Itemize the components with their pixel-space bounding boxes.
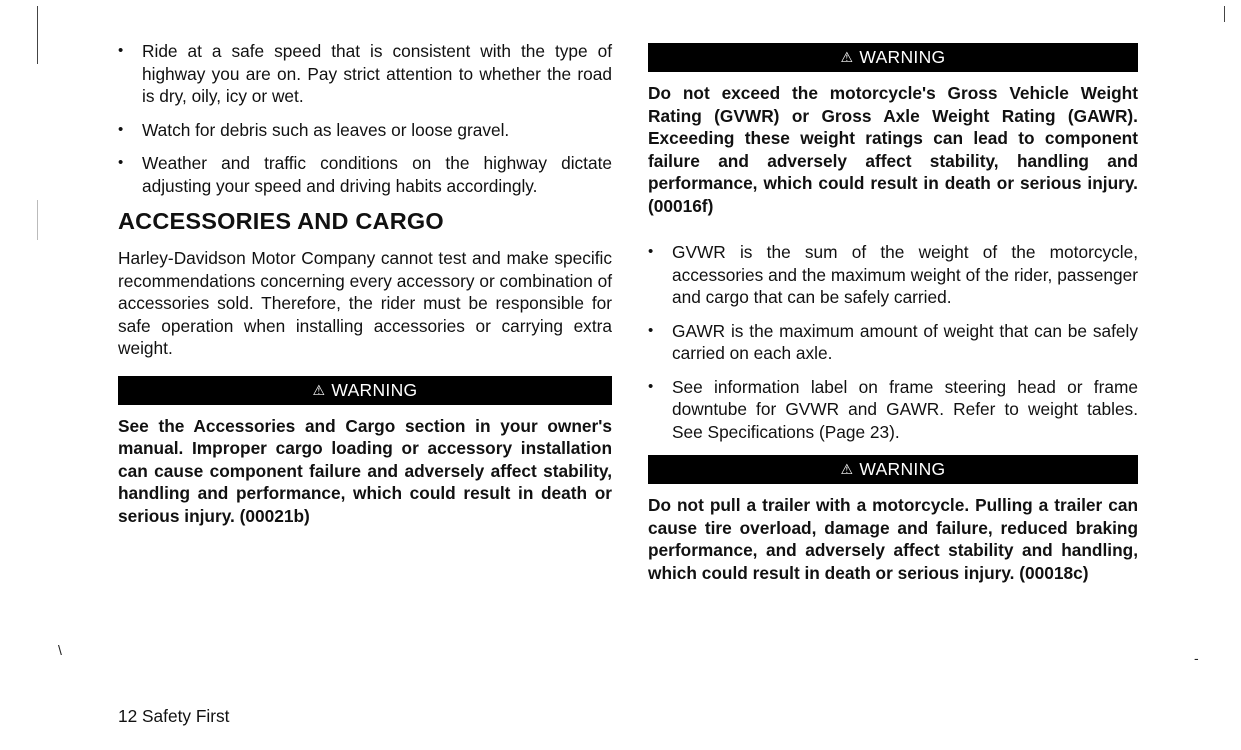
scan-speck: \	[58, 642, 62, 658]
warning-triangle-icon: ⚠	[840, 461, 854, 477]
list-item: • GVWR is the sum of the weight of the motorcycle, accessories and the maximum weight of the rider, passenger and cargo that can be safely carried.	[648, 241, 1138, 309]
right-column	[648, 43, 1138, 584]
list-item: • Watch for debris such as leaves or loose gravel.	[118, 119, 612, 142]
list-item: • Ride at a safe speed that is consistent with the type of highway you are on. Pay strict attention to whether the road is dry, oily, icy or wet.	[118, 40, 612, 108]
warning-text: Do not pull a trailer with a motorcycle. Pulling a trailer can cause tire overload, damage and failure, reduced braking performance, and adversely affect stability and handling, which could result in death or serious injury. (00018c)	[648, 495, 1138, 583]
left-scan-edge	[37, 6, 38, 64]
list-item: • Weather and traffic conditions on the highway dictate adjusting your speed and driving habits accordingly.	[118, 152, 612, 197]
section-title: ACCESSORIES AND CARGO	[118, 208, 444, 234]
warning-label: WARNING	[331, 379, 418, 400]
warning-label: WARNING	[859, 459, 946, 479]
list-item: • GAWR is the maximum amount of weight that can be safely carried on each axle.	[648, 320, 1138, 365]
left-scan-edge-lower	[37, 200, 38, 240]
right-scan-edge	[1224, 6, 1225, 22]
warning-label: WARNING	[859, 47, 946, 67]
list-item: • See information label on frame steering head or frame downtube for GVWR and GAWR. Refer to weight tables. See Specifications (Page 23).	[648, 376, 1138, 444]
warning-banner	[648, 43, 1138, 72]
page-footer: 12 Safety First	[118, 706, 230, 726]
left-bullet-list	[118, 40, 612, 197]
warning-triangle-icon: ⚠	[840, 49, 854, 65]
right-bullet-list	[648, 241, 1138, 443]
accessories-paragraph: Harley-Davidson Motor Company cannot test and make specific recommendations concerning every accessory or combination of accessories sold. Therefore, the rider must be responsible for safe operation when installing accessories or carrying extra weight.	[118, 248, 612, 358]
warning-text: See the Accessories and Cargo section in your owner's manual. Improper cargo loading or accessory installation can cause component failure and adversely affect stability, handling and performance, which could result in death or serious injury. (00021b)	[118, 415, 612, 526]
left-column	[118, 40, 612, 527]
warning-banner	[648, 455, 1138, 484]
warning-triangle-icon: ⚠	[312, 381, 326, 398]
warning-text: Do not exceed the motorcycle's Gross Vehicle Weight Rating (GVWR) or Gross Axle Weight Rating (GAWR). Exceeding these weight ratings can lead to component failure and adversely affect stability, handling and performance, which could result in death or serious injury. (00016f)	[648, 83, 1138, 216]
warning-banner	[118, 376, 612, 405]
scan-speck-right: -	[1194, 650, 1199, 666]
